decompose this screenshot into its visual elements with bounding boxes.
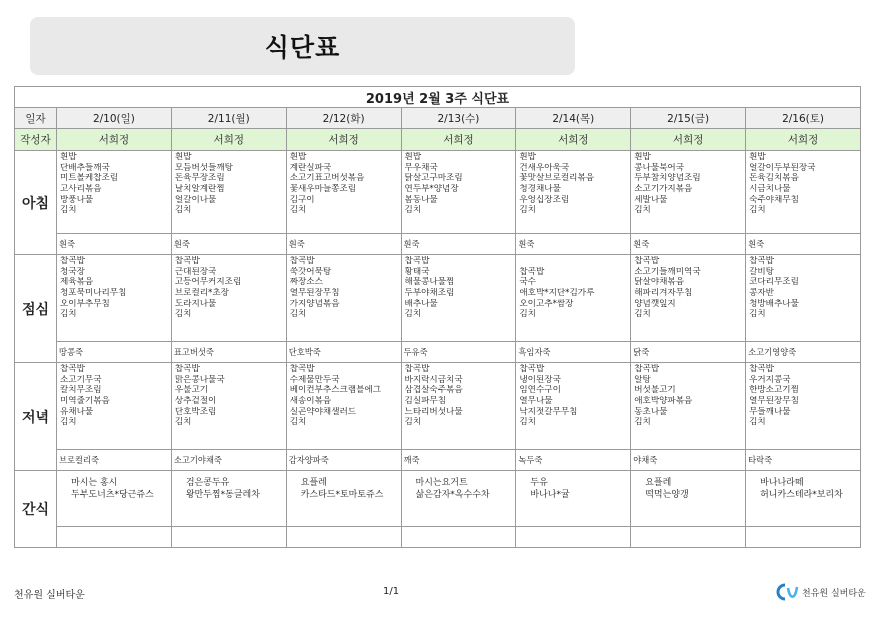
menu-item: 모듬버섯들깨탕 (174, 162, 233, 173)
dinner-items (631, 363, 746, 450)
lunch-porridge: 닭죽 (631, 342, 746, 363)
snack-items (401, 471, 516, 527)
snack-item: 두부도너츠*당근쥬스 (71, 490, 154, 500)
menu-item: 짜장소스 (289, 277, 323, 288)
menu-item: 세발나물 (634, 194, 668, 205)
day-author: 서희정 (286, 129, 401, 151)
menu-item: 찹곡밥 (519, 266, 545, 277)
lunch-porridge: 땅콩죽 (57, 342, 172, 363)
menu-item: 날치알계란찜 (174, 184, 225, 195)
lunch-items (631, 255, 746, 342)
menu-item: 찹곡밥 (60, 256, 85, 266)
snack-items (746, 471, 861, 527)
menu-item: 김치 (749, 309, 766, 320)
menu-item: 흰밥 (289, 152, 307, 162)
snack-empty-cell (631, 527, 746, 548)
lunch-items (286, 255, 401, 342)
menu-item: 버섯불고기 (634, 385, 676, 396)
lunch-porridge: 표고버섯죽 (171, 342, 286, 363)
snack-item: 요플레 (645, 478, 672, 488)
menu-item: 김치 (519, 205, 536, 216)
menu-item: 김치 (634, 417, 651, 428)
dinner-porridge: 브로컬리죽 (57, 450, 172, 471)
menu-item: 청경채나물 (519, 184, 561, 195)
org-logo (775, 581, 865, 603)
snack-items (286, 471, 401, 527)
menu-item: 삼겹살숙주볶음 (404, 385, 463, 396)
menu-item: 도라지나물 (174, 298, 217, 309)
snack-empty-cell (516, 527, 631, 548)
snack-label: 간식 (15, 471, 57, 548)
menu-item: 김치 (519, 417, 536, 428)
menu-item: 얼갈이나물 (174, 194, 217, 205)
day-date: 2/14(목) (516, 108, 631, 129)
menu-item: 배추나물 (404, 298, 438, 309)
menu-item: 양념깻잎지 (634, 298, 676, 309)
menu-item: 숙주야채무침 (749, 194, 799, 205)
menu-item: 찹곡밥 (634, 364, 660, 374)
menu-item: 바지락시금치국 (404, 374, 463, 385)
menu-item: 소고기표고버섯볶음 (289, 173, 365, 184)
menu-item: 돈육김치볶음 (749, 173, 799, 184)
lunch-porridge: 흑임자죽 (516, 342, 631, 363)
menu-item: 브로컬리*초장 (174, 288, 229, 299)
menu-item: 찹곡밥 (749, 256, 774, 266)
menu-item: 두부참치양념조림 (634, 173, 701, 184)
menu-item: 꽃새우마늘쫑조림 (289, 184, 357, 195)
menu-item: 방풍나물 (60, 194, 94, 205)
menu-item: 찹곡밥 (404, 364, 430, 374)
snack-item: 떡먹는양갱 (645, 490, 689, 500)
snack-items (57, 471, 172, 527)
meal-table (14, 86, 861, 548)
breakfast-items (286, 151, 401, 234)
menu-item: 흰밥 (519, 152, 536, 162)
menu-item: 찹곡밥 (634, 256, 660, 266)
dinner-items (746, 363, 861, 450)
breakfast-label: 아침 (15, 151, 57, 255)
menu-item: 느타리버섯나물 (404, 406, 463, 417)
breakfast-porridge: 흰죽 (401, 234, 516, 255)
menu-item: 찹곡밥 (404, 256, 430, 266)
snack-empty-cell (286, 527, 401, 548)
logo-text: 천유원 실버타운 (802, 589, 866, 599)
menu-item: 김치 (174, 417, 192, 428)
breakfast-porridge: 흰죽 (516, 234, 631, 255)
menu-item: 청포묵미나리무침 (60, 288, 127, 299)
menu-item: 해물콩나물찜 (404, 277, 455, 288)
breakfast-porridge: 흰죽 (171, 234, 286, 255)
lunch-items (401, 255, 516, 342)
menu-item: 찹곡밥 (519, 364, 545, 374)
menu-item: 소고기들깨미역국 (634, 266, 701, 277)
snack-item: 바나나라떼 (760, 478, 804, 488)
menu-item: 코다리무조림 (749, 277, 799, 288)
menu-item: 계란실파국 (289, 162, 332, 173)
menu-item: 찹곡밥 (749, 364, 774, 374)
menu-item: 오이부추무침 (60, 298, 110, 309)
day-date: 2/11(월) (171, 108, 286, 129)
menu-item: 단배추들깨국 (60, 162, 110, 173)
menu-item: 김치 (634, 205, 651, 216)
day-author: 서희정 (516, 129, 631, 151)
snack-item: 카스타드*토마토쥬스 (300, 490, 384, 500)
menu-item: 알탕 (634, 374, 651, 385)
dinner-porridge: 소고기야채죽 (171, 450, 286, 471)
menu-item: 김치 (174, 309, 192, 320)
menu-item: 김구이 (289, 194, 315, 205)
menu-item: 찹곡밥 (289, 364, 315, 374)
menu-item: 갈비탕 (749, 266, 774, 277)
menu-item: 김치 (749, 417, 766, 428)
menu-item: 김치 (174, 205, 192, 216)
menu-item: 수제물만두국 (289, 374, 340, 385)
menu-item: 김치 (60, 417, 77, 428)
menu-item: 김치 (634, 309, 651, 320)
dinner-porridge: 깨죽 (401, 450, 516, 471)
menu-item: 우불고기 (174, 385, 209, 396)
menu-item: 동초나물 (634, 406, 668, 417)
day-date: 2/16(토) (746, 108, 861, 129)
dinner-items (401, 363, 516, 450)
menu-item: 흰밥 (749, 152, 766, 162)
menu-item: 닭살야채볶음 (634, 277, 685, 288)
snack-items (171, 471, 286, 527)
menu-item: 김치 (749, 205, 766, 216)
menu-item: 찹곡밥 (60, 364, 85, 374)
snack-empty-cell (401, 527, 516, 548)
breakfast-items (171, 151, 286, 234)
menu-item: 열무된장무침 (749, 396, 799, 407)
snack-item: 마시는요거트 (415, 478, 468, 488)
menu-item: 흰밥 (404, 152, 422, 162)
menu-item: 청국장 (60, 266, 85, 277)
menu-item: 무우채국 (404, 162, 438, 173)
menu-item: 닭살고구마조림 (404, 173, 463, 184)
dinner-items (57, 363, 172, 450)
dinner-items (516, 363, 631, 450)
snack-item: 허니카스테라*보리차 (760, 490, 843, 500)
lunch-items (57, 255, 172, 342)
menu-item: 애호박*지단*김가루 (519, 288, 595, 299)
breakfast-items (631, 151, 746, 234)
menu-item: 냉이된장국 (519, 374, 561, 385)
snack-item: 삶은감자*옥수수차 (415, 490, 490, 500)
snack-item: 마시는 홍시 (71, 478, 118, 488)
menu-item: 청방배추나물 (749, 298, 799, 309)
menu-item: 꽃맛살브로컬리볶음 (519, 173, 595, 184)
menu-item: 우거지콩국 (749, 374, 791, 385)
menu-item: 해파리겨자무침 (634, 288, 693, 299)
menu-item (519, 256, 630, 267)
menu-item: 찹곡밥 (174, 256, 200, 266)
lunch-porridge: 소고기영양죽 (746, 342, 861, 363)
menu-item: 김치 (60, 205, 77, 216)
menu-item: 김치 (60, 309, 77, 320)
menu-item: 김치 (404, 309, 422, 320)
lunch-porridge: 단호박죽 (286, 342, 401, 363)
snack-item: 바나나*귤 (530, 490, 570, 500)
menu-item: 찹곡밥 (174, 364, 200, 374)
breakfast-porridge: 흰죽 (57, 234, 172, 255)
dinner-porridge: 녹두죽 (516, 450, 631, 471)
day-date: 2/13(수) (401, 108, 516, 129)
menu-item: 무들깨나물 (749, 406, 791, 417)
menu-item: 국수 (519, 277, 536, 288)
breakfast-items (401, 151, 516, 234)
menu-item: 맑은콩나물국 (174, 374, 225, 385)
breakfast-items (516, 151, 631, 234)
lunch-label: 점심 (15, 255, 57, 363)
breakfast-items (57, 151, 172, 234)
menu-item: 단호박조림 (174, 406, 217, 417)
breakfast-porridge: 흰죽 (746, 234, 861, 255)
day-author: 서희정 (631, 129, 746, 151)
week-title: 2019년 2월 3주 식단표 (15, 87, 861, 108)
dinner-porridge: 타락죽 (746, 450, 861, 471)
menu-item: 열무된장무침 (289, 288, 340, 299)
menu-item: 미역줄기볶음 (60, 396, 110, 407)
menu-item: 김치 (404, 417, 422, 428)
footer-org: 천유원 실버타운 (14, 590, 85, 601)
menu-item: 낙지젓갈무무침 (519, 406, 578, 417)
menu-item: 베이컨부추스크램블에그 (289, 385, 382, 396)
snack-item: 두유 (530, 478, 548, 488)
menu-item: 가지양념볶음 (289, 298, 340, 309)
day-author: 서희정 (746, 129, 861, 151)
title-banner (30, 17, 575, 75)
menu-item: 콩자반 (749, 288, 774, 299)
logo-icon (775, 582, 803, 602)
menu-item: 미트볼케찹조림 (60, 173, 119, 184)
menu-item: 유채나물 (60, 406, 94, 417)
menu-item: 김치 (289, 205, 307, 216)
snack-items (516, 471, 631, 527)
breakfast-items (746, 151, 861, 234)
dinner-items (286, 363, 401, 450)
author-label: 작성자 (15, 129, 57, 151)
menu-item: 김치 (289, 309, 307, 320)
menu-item: 상추겉절이 (174, 396, 217, 407)
lunch-items (746, 255, 861, 342)
day-date: 2/15(금) (631, 108, 746, 129)
menu-item: 연두부*양념장 (404, 184, 459, 195)
menu-item: 김치 (404, 205, 422, 216)
day-author: 서희정 (401, 129, 516, 151)
snack-empty-cell (171, 527, 286, 548)
menu-item: 봄동나물 (404, 194, 438, 205)
menu-item: 오이고추*쌈장 (519, 298, 574, 309)
menu-item: 흰밥 (60, 152, 77, 162)
dinner-porridge: 감자양파죽 (286, 450, 401, 471)
menu-item: 찹곡밥 (289, 256, 315, 266)
day-author: 서희정 (57, 129, 172, 151)
snack-item: 요플레 (300, 478, 327, 488)
menu-item: 얼갈이두부된장국 (749, 162, 816, 173)
menu-item: 김실파무침 (404, 396, 447, 407)
menu-item: 김치 (519, 309, 536, 320)
page-title: 식단표 (264, 33, 341, 62)
menu-item: 흰밥 (174, 152, 192, 162)
menu-item: 흰밥 (634, 152, 651, 162)
menu-item: 시금치나물 (749, 184, 791, 195)
snack-item: 왕만두찜*동글레차 (185, 490, 260, 500)
menu-item: 두부야채조림 (404, 288, 455, 299)
menu-item: 황태국 (404, 266, 430, 277)
snack-empty-cell (746, 527, 861, 548)
snack-items (631, 471, 746, 527)
day-author: 서희정 (171, 129, 286, 151)
lunch-items (516, 255, 631, 342)
menu-item: 소고기가지볶음 (634, 184, 693, 195)
day-date: 2/12(화) (286, 108, 401, 129)
menu-item: 김치 (289, 417, 307, 428)
menu-item: 임연수구이 (519, 385, 561, 396)
dinner-items (171, 363, 286, 450)
menu-item: 한방소고기찜 (749, 385, 799, 396)
menu-item: 열무나물 (519, 396, 553, 407)
menu-item: 쑥갓어묵탕 (289, 266, 332, 277)
page-number: 1/1 (383, 586, 400, 597)
menu-item: 제육볶음 (60, 277, 94, 288)
menu-item: 콩나물북어국 (634, 162, 685, 173)
menu-item: 고등어무커지조림 (174, 277, 242, 288)
dinner-porridge: 야채죽 (631, 450, 746, 471)
menu-item: 새송이볶음 (289, 396, 332, 407)
breakfast-porridge: 흰죽 (286, 234, 401, 255)
menu-item: 건새우아욱국 (519, 162, 570, 173)
menu-item: 소고기무국 (60, 374, 102, 385)
menu-item: 칼치무조림 (60, 385, 102, 396)
date-label: 일자 (15, 108, 57, 129)
snack-item: 검은콩두유 (185, 478, 230, 488)
menu-item: 실곤약야채샐러드 (289, 406, 357, 417)
snack-empty-cell (57, 527, 172, 548)
menu-item: 고사리볶음 (60, 184, 102, 195)
day-date: 2/10(일) (57, 108, 172, 129)
dinner-label: 저녁 (15, 363, 57, 471)
menu-item: 우엉십장조림 (519, 194, 570, 205)
menu-item: 돈육무장조림 (174, 173, 225, 184)
menu-item: 애호박양파볶음 (634, 396, 693, 407)
menu-item: 근대된장국 (174, 266, 217, 277)
breakfast-porridge: 흰죽 (631, 234, 746, 255)
lunch-porridge: 두유죽 (401, 342, 516, 363)
lunch-items (171, 255, 286, 342)
